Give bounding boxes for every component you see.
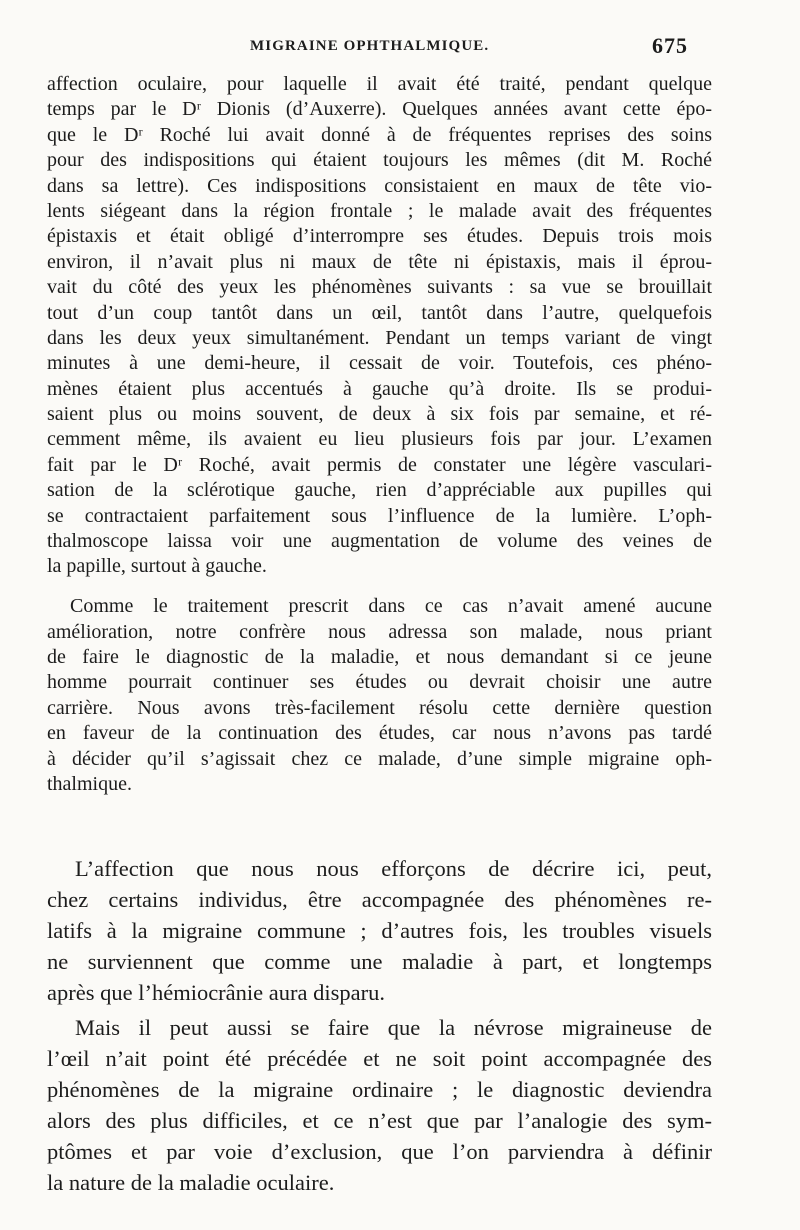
text-line: la papille, surtout à gauche. — [47, 555, 267, 578]
text-line: dans sa lettre). Ces indispositions consistaient en maux de tête vio- — [47, 174, 712, 197]
text-line: phénomènes de la migraine ordinaire ; le diagnostic deviendra — [47, 1076, 712, 1102]
text-line: sation de la sclérotique gauche, rien d’appréciable aux pupilles qui — [47, 479, 712, 502]
text-line: en faveur de la continuation des études, car nous n’avons pas tardé — [47, 722, 712, 745]
text-line: Mais il peut aussi se faire que la névrose migraineuse de — [75, 1014, 712, 1040]
paragraph-case-history — [47, 72, 712, 580]
text-line: à décider qu’il s’agissait chez ce malade, d’une simple migraine oph- — [47, 747, 712, 770]
text-line: chez certains individus, être accompagnée des phénomènes re- — [47, 886, 712, 912]
text-line: minutes à une demi-heure, il cessait de voir. Toutefois, ces phéno- — [47, 352, 712, 375]
text-line: épistaxis et était obligé d’interrompre ses études. Depuis trois mois — [47, 225, 712, 248]
paragraph-main-text — [47, 853, 712, 1008]
text-line: thalmique. — [47, 773, 132, 796]
text-line: thalmoscope laissa voir une augmentation de volume des veines de — [47, 530, 712, 553]
text-line: ne surviennent que comme une maladie à part, et longtemps — [47, 948, 712, 974]
text-line: environ, il n’avait plus ni maux de tête ni épistaxis, mais il éprou- — [47, 250, 712, 273]
text-line: L’affection que nous nous efforçons de décrire ici, peut, — [75, 855, 712, 881]
text-line: saient plus ou moins souvent, de deux à six fois par semaine, et ré- — [47, 403, 712, 426]
text-line: vait du côté des yeux les phénomènes suivants : sa vue se brouillait — [47, 276, 712, 299]
text-line: cemment même, ils avaient eu lieu plusieurs fois par jour. L’examen — [47, 428, 712, 451]
text-line: tout d’un coup tantôt dans un œil, tantôt dans l’autre, quelquefois — [47, 301, 712, 324]
text-line: fait par le Dʳ Roché, avait permis de constater une légère vasculari- — [47, 453, 712, 476]
text-line: latifs à la migraine commune ; d’autres fois, les troubles visuels — [47, 917, 712, 943]
text-line: se contractaient parfaitement sous l’influence de la lumière. L’oph- — [47, 504, 712, 527]
text-line: que le Dʳ Roché lui avait donné à de fréquentes reprises des soins — [47, 123, 712, 146]
text-line: l’œil n’ait point été précédée et ne soit point accompagnée des — [47, 1045, 712, 1071]
text-line: homme pourrait continuer ses études ou devrait choisir une autre — [47, 671, 712, 694]
text-line: temps par le Dʳ Dionis (d’Auxerre). Quelques années avant cette épo- — [47, 98, 712, 121]
text-line: lents siégeant dans la région frontale ; le malade avait des fréquentes — [47, 199, 712, 222]
paragraph-main-text — [47, 1012, 712, 1198]
text-line: Comme le traitement prescrit dans ce cas n’avait amené aucune — [70, 595, 712, 618]
text-line: affection oculaire, pour laquelle il avait été traité, pendant quelque — [47, 73, 712, 95]
text-line: pour des indispositions qui étaient toujours les mêmes (dit M. Roché — [47, 149, 712, 172]
running-title: MIGRAINE OPHTHALMIQUE. — [250, 38, 490, 54]
text-line: dans les deux yeux simultanément. Pendant un temps variant de vingt — [47, 326, 712, 349]
text-line: de faire le diagnostic de la maladie, et nous demandant si ce jeune — [47, 646, 712, 669]
page-number: 675 — [652, 33, 688, 58]
text-line: alors des plus difficiles, et ce n’est que par l’analogie des sym- — [47, 1107, 712, 1133]
text-line: après que l’hémiocrânie aura disparu. — [47, 979, 385, 1005]
paragraph-diagnosis — [47, 594, 712, 797]
text-line: ptômes et par voie d’exclusion, que l’on parviendra à définir — [47, 1138, 712, 1164]
text-line: carrière. Nous avons très-facilement résolu cette dernière question — [47, 696, 712, 719]
text-line: mènes étaient plus accentués à gauche qu’à droite. Ils se produi- — [47, 377, 712, 400]
text-line: la nature de la maladie oculaire. — [47, 1169, 335, 1195]
text-line: amélioration, notre confrère nous adressa son malade, nous priant — [47, 620, 712, 643]
